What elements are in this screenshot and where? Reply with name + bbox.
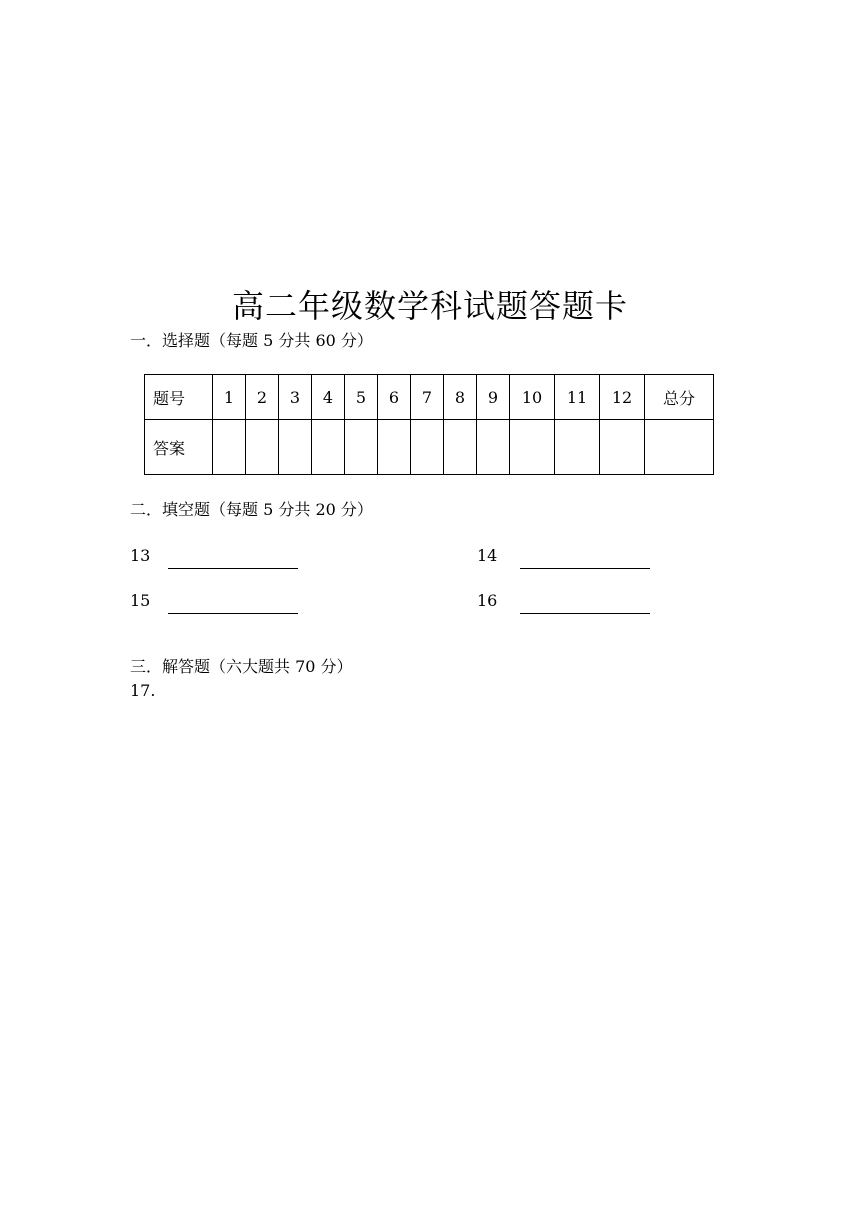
total-score-cell[interactable] [645,420,714,475]
blank-number: 16 [477,590,498,610]
answer-cell[interactable] [555,420,600,475]
question-number-cell: 4 [312,375,345,420]
question-number-cell: 3 [279,375,312,420]
page-title: 高二年级数学科试题答题卡 [231,287,628,325]
question-number-row [145,375,714,420]
question-number-label: 题号 [145,375,213,420]
question-number-cell: 6 [378,375,411,420]
answer-line[interactable] [168,548,298,569]
question-number-cell: 12 [600,375,645,420]
answer-grid [144,374,714,475]
question-number-cell: 10 [510,375,555,420]
answer-cell[interactable] [477,420,510,475]
answer-cell[interactable] [444,420,477,475]
question-number-cell: 9 [477,375,510,420]
answer-cell[interactable] [411,420,444,475]
answer-row [145,420,714,475]
answer-line[interactable] [520,548,650,569]
answer-cell[interactable] [246,420,279,475]
answer-cell[interactable] [213,420,246,475]
question-number-cell: 8 [444,375,477,420]
answer-line[interactable] [168,593,298,614]
blank-number: 13 [130,545,151,565]
answer-cell[interactable] [510,420,555,475]
section-heading-problems: 三．解答题（六大题共 70 分） [130,657,353,676]
blank-number: 14 [477,545,498,565]
fill-in-blank-16 [477,590,650,611]
fill-in-blank-13 [130,545,298,566]
blank-number: 15 [130,590,151,610]
question-number-cell: 1 [213,375,246,420]
answer-cell[interactable] [345,420,378,475]
section-heading-choice: 一．选择题（每题 5 分共 60 分） [130,331,373,350]
question-number-cell: 7 [411,375,444,420]
answer-label: 答案 [145,420,213,475]
answer-line[interactable] [520,593,650,614]
question-number-cell: 11 [555,375,600,420]
section-heading-fill-in: 二．填空题（每题 5 分共 20 分） [130,500,373,519]
answer-cell[interactable] [600,420,645,475]
answer-cell[interactable] [378,420,411,475]
answer-cell[interactable] [279,420,312,475]
fill-in-blank-15 [130,590,298,611]
answer-cell[interactable] [312,420,345,475]
fill-in-blank-14 [477,545,650,566]
question-number-cell: 5 [345,375,378,420]
question-number-17: 17. [130,681,156,700]
total-score-label: 总分 [645,375,714,420]
question-number-cell: 2 [246,375,279,420]
